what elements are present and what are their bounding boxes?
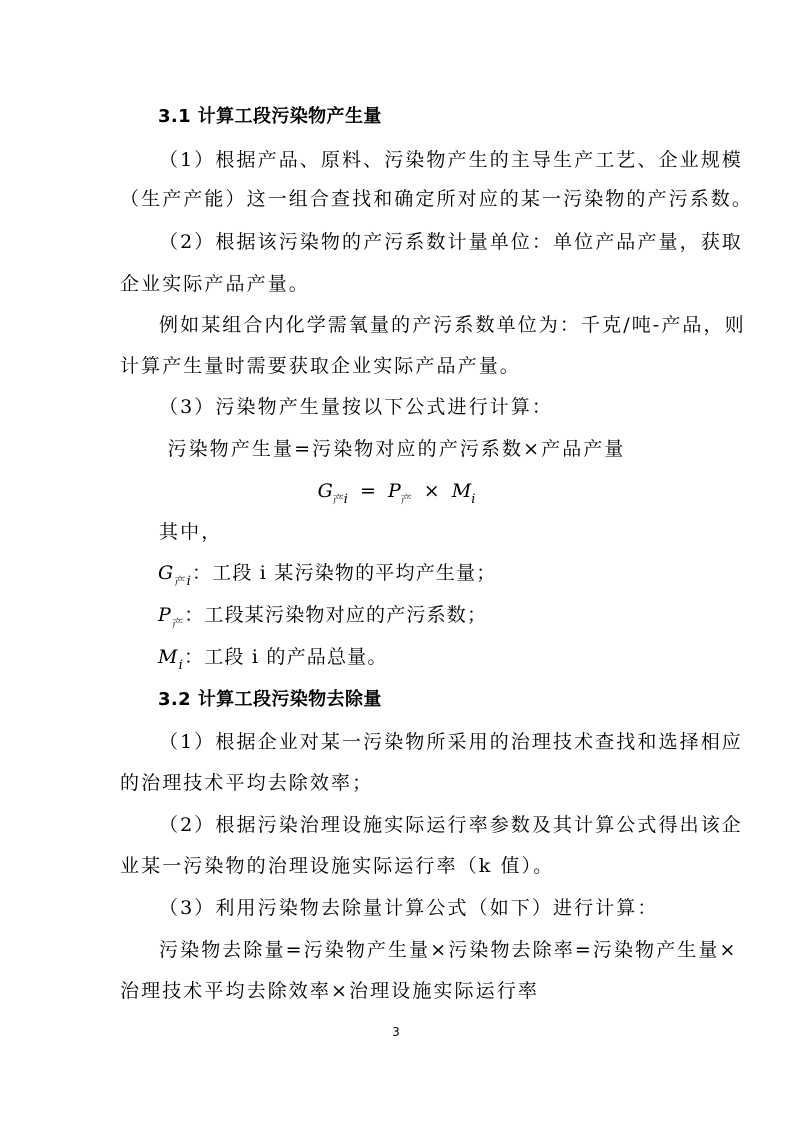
formula-line: 污染物去除量=污染物产生量×污染物去除率=污染物产生量× (159, 939, 738, 961)
paragraph-line: 业某一污染物的治理设施实际运行率（k 值）。 (120, 855, 555, 877)
definition-text: ：工段某污染物对应的产污系数； (184, 604, 488, 626)
section-heading-3-1: 3.1 计算工段污染物产生量 (158, 106, 382, 127)
formula-subscript: 产 (400, 493, 412, 506)
formula-times: × (423, 480, 440, 502)
paragraph-line: （1）根据产品、原料、污染物产生的主导生产工艺、企业规模 (159, 149, 743, 171)
definition-index: i (178, 658, 185, 673)
definition-text: ：工段 i 的产品总量。 (184, 646, 388, 668)
formula-symbol-m: M (451, 480, 472, 502)
definition-subscript: 产 (171, 617, 185, 630)
section-heading-3-2: 3.2 计算工段污染物去除量 (158, 689, 382, 710)
formula-math (120, 479, 673, 512)
formula-line: 治理技术平均去除效率×治理设施实际运行率 (120, 980, 539, 1002)
page-number: 3 (392, 1025, 400, 1039)
paragraph-line: （1）根据企业对某一污染物所采用的治理技术查找和选择相应 (159, 731, 743, 753)
paragraph-line: （2）根据该污染物的产污系数计量单位：单位产品产量，获取 (159, 231, 743, 253)
definition-g (158, 561, 678, 594)
paragraph-line: （2）根据污染治理设施实际运行率参数及其计算公式得出该企 (159, 814, 743, 836)
formula-index: i (343, 492, 348, 507)
paragraph-line: 企业实际产品产量。 (120, 273, 310, 295)
definition-text: ：工段 i 某污染物的平均产生量； (191, 562, 497, 584)
definition-index: i (186, 574, 192, 589)
formula-equals: = (359, 480, 376, 502)
paragraph-line: 计算产生量时需要获取企业实际产品产量。 (120, 355, 521, 377)
definition-symbol: P (158, 604, 172, 626)
paragraph-line: （生产产能）这一组合查找和确定所对应的某一污染物的产污系数。 (120, 188, 754, 210)
definition-symbol: G (158, 562, 175, 584)
definition-m (158, 645, 678, 678)
definition-subscript: 产 (174, 575, 187, 588)
formula-symbol-p: P (387, 480, 401, 502)
paragraph-line: （3）利用污染物去除量计算公式（如下）进行计算： (159, 897, 659, 919)
formula-text: 污染物产生量=污染物对应的产污系数×产品产量 (167, 438, 626, 460)
formula-subscript: 产 (332, 493, 344, 506)
formula-symbol-g: G (317, 480, 333, 502)
formula-index: i (471, 492, 476, 507)
paragraph-line: （3）污染物产生量按以下公式进行计算： (159, 396, 553, 418)
definition-symbol: M (158, 646, 179, 668)
where-label: 其中， (159, 521, 223, 543)
definition-p (158, 603, 678, 636)
paragraph-line: 的治理技术平均去除效率； (120, 772, 374, 794)
paragraph-line: 例如某组合内化学需氧量的产污系数单位为：千克/吨-产品，则 (159, 314, 746, 336)
